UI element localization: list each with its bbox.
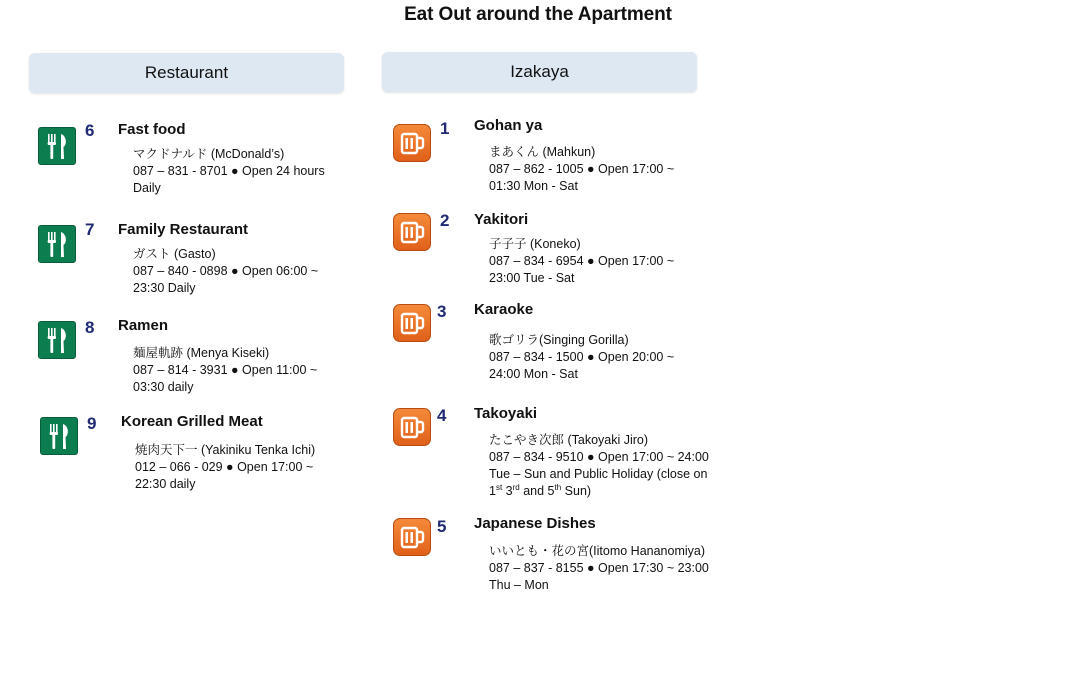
fork-knife-icon bbox=[40, 417, 78, 455]
entry-name: Ramen bbox=[118, 317, 169, 334]
entry-number: 7 bbox=[85, 220, 95, 239]
entry-phone-hours: 087 – 831 - 8701 ● Open 24 hours bbox=[133, 164, 325, 178]
entry-number: 6 bbox=[85, 121, 95, 140]
entry-name: Takoyaki bbox=[474, 405, 538, 422]
izakaya-header-label: Izakaya bbox=[510, 62, 569, 81]
entry-venue: 子子子 (Koneko) bbox=[489, 237, 581, 251]
entry-number: 2 bbox=[440, 211, 450, 230]
entry-venue: 歌ゴリラ(Singing Gorilla) bbox=[489, 333, 629, 347]
entry-days: Thu – Mon bbox=[489, 578, 549, 592]
entry-number: 5 bbox=[437, 517, 447, 536]
entry-name: Family Restaurant bbox=[118, 221, 249, 238]
fork-knife-icon bbox=[38, 225, 76, 263]
entry-days: 22:30 daily bbox=[135, 477, 196, 491]
entry-days: 23:00 Tue - Sat bbox=[489, 271, 575, 285]
entry-name: Japanese Dishes bbox=[474, 515, 596, 532]
entry-details bbox=[489, 236, 674, 287]
entry-venue: 麺屋軌跡 (Menya Kiseki) bbox=[133, 346, 270, 360]
entry-number: 8 bbox=[85, 318, 95, 337]
entry-details bbox=[489, 432, 709, 500]
entry-phone-hours: 012 – 066 - 029 ● Open 17:00 ~ bbox=[135, 460, 314, 474]
fork-knife-icon bbox=[38, 127, 76, 165]
page-title: Eat Out around the Apartment bbox=[404, 4, 672, 25]
entry-details bbox=[133, 146, 325, 197]
entry-number: 1 bbox=[440, 119, 450, 138]
entry-details bbox=[135, 442, 315, 493]
entry-details bbox=[489, 332, 674, 383]
entry-number: 9 bbox=[87, 414, 97, 433]
entry-phone-hours: 087 – 834 - 9510 ● Open 17:00 ~ 24:00 bbox=[489, 450, 709, 464]
beer-mug-icon bbox=[393, 213, 431, 251]
beer-mug-icon bbox=[393, 518, 431, 556]
entry-number: 3 bbox=[437, 302, 447, 321]
entry-venue: たこやき次郎 (Takoyaki Jiro) bbox=[489, 433, 649, 447]
izakaya-header bbox=[382, 52, 697, 92]
entry-details bbox=[133, 246, 318, 297]
entry-venue: ガスト (Gasto) bbox=[133, 247, 216, 261]
entry-details bbox=[489, 543, 709, 594]
entry-venue: いいとも・花の宮(Iitomo Hananomiya) bbox=[489, 544, 706, 558]
fork-knife-icon bbox=[38, 321, 76, 359]
entry-details bbox=[133, 345, 317, 396]
entry-name: Karaoke bbox=[474, 301, 534, 318]
restaurant-header-label: Restaurant bbox=[144, 63, 229, 82]
beer-mug-icon bbox=[393, 124, 431, 162]
entry-venue: 焼肉天下一 (Yakiniku Tenka Ichi) bbox=[135, 443, 316, 457]
entry-days: Daily bbox=[133, 181, 161, 195]
entry-name: Korean Grilled Meat bbox=[121, 413, 263, 430]
entry-days: 03:30 daily bbox=[133, 380, 194, 394]
beer-mug-icon bbox=[393, 304, 431, 342]
entry-phone-hours: 087 – 834 - 6954 ● Open 17:00 ~ bbox=[489, 254, 675, 268]
entry-phone-hours: 087 – 862 - 1005 ● Open 17:00 ~ bbox=[489, 162, 675, 176]
entry-days: 01:30 Mon - Sat bbox=[489, 179, 578, 193]
entry-phone-hours: 087 – 834 - 1500 ● Open 20:00 ~ bbox=[489, 350, 675, 364]
entry-name: Yakitori bbox=[474, 211, 529, 228]
entry-number: 4 bbox=[437, 406, 447, 425]
entry-phone-hours: 087 – 814 - 3931 ● Open 11:00 ~ bbox=[133, 363, 318, 377]
entry-days: Tue – Sun and Public Holiday (close on bbox=[489, 467, 708, 481]
entry-days: 23:30 Daily bbox=[133, 281, 196, 295]
restaurant-header bbox=[29, 53, 344, 93]
entry-details bbox=[489, 144, 674, 195]
entry-days: 24:00 Mon - Sat bbox=[489, 367, 578, 381]
entry-phone-hours: 087 – 840 - 0898 ● Open 06:00 ~ bbox=[133, 264, 319, 278]
entry-closed-days: 1st 3rd and 5th Sun) bbox=[489, 482, 592, 498]
beer-mug-icon bbox=[393, 408, 431, 446]
entry-name: Gohan ya bbox=[474, 117, 543, 134]
entry-name: Fast food bbox=[118, 121, 186, 138]
entry-venue: まあくん (Mahkun) bbox=[489, 145, 596, 159]
entry-venue: マクドナルド (McDonald’s) bbox=[133, 147, 285, 161]
entry-phone-hours: 087 – 837 - 8155 ● Open 17:30 ~ 23:00 bbox=[489, 561, 709, 575]
